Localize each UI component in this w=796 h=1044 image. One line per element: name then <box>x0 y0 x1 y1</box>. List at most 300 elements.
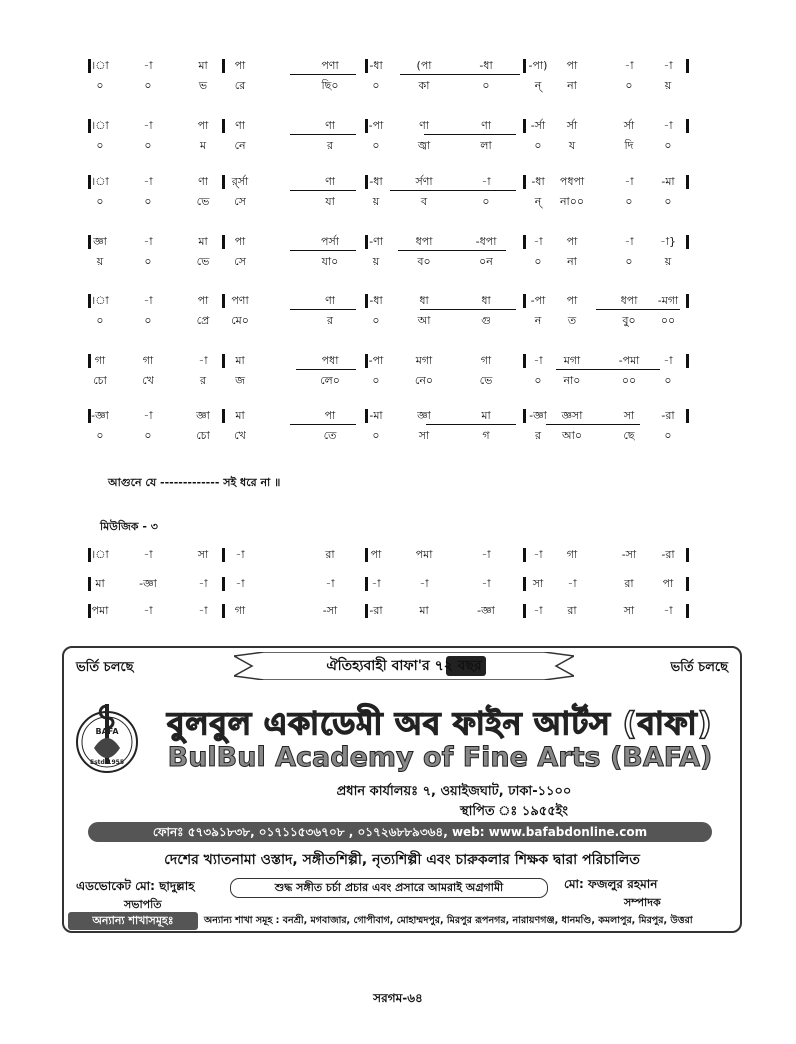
note-cell: ধা <box>481 294 491 307</box>
note-cell: -া <box>235 548 245 561</box>
notation-row <box>0 172 796 192</box>
meend-underline <box>546 424 640 425</box>
note-cell: -ধা <box>369 175 383 188</box>
lyric-cell: গু <box>481 314 491 327</box>
note-cell: পা <box>197 119 209 132</box>
lyric-cell: ০ <box>534 255 542 268</box>
note-cell: -া <box>481 175 491 188</box>
note-cell: ণা <box>481 119 491 132</box>
lyric-cell: সা <box>418 429 430 442</box>
lyric-cell: ০ <box>664 374 672 387</box>
academy-title-bangla: বুলবুল একাডেমী অব ফাইন আর্টস (বাফা) <box>167 706 713 742</box>
note-cell: -মা <box>661 175 675 188</box>
lyric-row <box>0 426 796 446</box>
barline <box>523 59 526 73</box>
lyric-cell: ভে <box>196 195 210 208</box>
meend-underline <box>556 369 660 370</box>
admission-open-right: ভর্তি চলছে <box>670 660 728 675</box>
interlude-title: মিউজিক - ৩ <box>100 520 158 533</box>
lyric-cell: ব০ <box>417 255 431 268</box>
note-cell: -া <box>533 548 543 561</box>
notation-row <box>0 291 796 311</box>
barline <box>686 119 689 133</box>
note-cell: পা <box>566 294 578 307</box>
academy-title-english: BulBul Academy of Fine Arts (BAFA) <box>167 742 713 773</box>
lyric-cell: আ০ <box>562 429 582 442</box>
lyric-cell: ভে <box>196 255 210 268</box>
barline <box>365 235 368 249</box>
lyric-cell: ছি০ <box>321 79 339 92</box>
lyric-cell: নে০ <box>414 374 434 387</box>
lyric-cell: ০ <box>625 255 633 268</box>
lyric-cell: ০ <box>372 314 380 327</box>
barline <box>88 175 91 189</box>
note-cell: -জ্ঞা <box>529 409 547 422</box>
meend-underline <box>290 309 356 310</box>
lyric-cell: খে <box>234 429 246 442</box>
barline <box>222 235 225 249</box>
lyric-cell: না <box>567 255 577 268</box>
lyric-cell: ০ <box>144 195 152 208</box>
notation-row <box>0 116 796 136</box>
note-cell: ণা <box>235 119 245 132</box>
barline <box>88 235 91 249</box>
barline <box>365 577 368 591</box>
lyric-cell: য় <box>664 255 672 268</box>
note-cell: -া <box>371 577 381 590</box>
lyric-cell: ০ <box>372 429 380 442</box>
barline <box>365 354 368 368</box>
barline <box>365 119 368 133</box>
barline <box>686 604 689 618</box>
note-cell: ।া <box>91 548 109 561</box>
head-office-address: প্রধান কার্যালয়ঃ ৭, ওয়াইজঘাট, ঢাকা-১১০০ <box>336 784 572 799</box>
lyric-cell: ০ <box>482 79 490 92</box>
note-cell: পর্সা <box>321 235 339 248</box>
lyric-cell: খে <box>142 374 154 387</box>
barline <box>88 409 91 423</box>
note-cell: সা <box>623 409 635 422</box>
lyric-cell: যা <box>325 195 335 208</box>
lyric-row <box>0 136 796 156</box>
barline <box>222 59 225 73</box>
lyric-cell: ০ <box>96 429 104 442</box>
lyric-cell: সে <box>234 195 246 208</box>
barline <box>222 409 225 423</box>
note-cell: -া <box>143 294 153 307</box>
lyric-cell: গ <box>482 429 490 442</box>
note-cell: -া <box>143 409 153 422</box>
barline <box>686 294 689 308</box>
lyric-cell: ন্ <box>534 195 542 208</box>
notation-row <box>0 406 796 426</box>
note-cell: মা <box>481 409 491 422</box>
note-cell: ণা <box>325 294 335 307</box>
barline <box>88 119 91 133</box>
note-cell: জ্ঞা <box>196 409 210 422</box>
note-cell: জ্ঞা <box>417 409 431 422</box>
lyric-cell: র <box>199 374 207 387</box>
barline <box>222 548 225 562</box>
lyric-cell: ০ <box>534 139 542 152</box>
interlude-row <box>0 574 796 594</box>
note-cell: পা <box>234 235 246 248</box>
lyric-cell: ০ <box>534 374 542 387</box>
barline <box>523 235 526 249</box>
notation-row <box>0 351 796 371</box>
note-cell: মগা <box>415 354 433 367</box>
note-cell: সা <box>532 577 544 590</box>
lyric-cell: য় <box>372 255 380 268</box>
lyric-cell: য় <box>372 195 380 208</box>
barline <box>365 409 368 423</box>
note-cell: -া <box>533 354 543 367</box>
lyric-cell: কা <box>418 79 430 92</box>
note-cell: -জ্ঞা <box>139 577 157 590</box>
president-name: এডভোকেট মো: ছাদুল্লাহ <box>76 879 195 893</box>
lyric-cell: ত <box>567 314 577 327</box>
meend-underline <box>426 424 516 425</box>
lyric-cell: র <box>326 314 334 327</box>
note-cell: -জ্ঞা <box>477 604 495 617</box>
barline <box>88 548 91 562</box>
president-role: সভাপতি <box>124 898 162 911</box>
note-cell: -রা <box>661 548 675 561</box>
lyric-cell: ০ <box>144 255 152 268</box>
lyric-cell: ০ <box>144 139 152 152</box>
note-cell: -া <box>624 59 634 72</box>
lyric-cell: র <box>534 429 542 442</box>
meend-underline <box>390 190 516 191</box>
note-cell: পণা <box>321 59 339 72</box>
lyric-cell: ০ <box>625 79 633 92</box>
barline <box>523 548 526 562</box>
note-cell: পা <box>234 59 246 72</box>
branches-label: অন্যান্য শাখাসমূহঃ <box>68 912 198 930</box>
note-cell: মগা <box>563 354 581 367</box>
note-cell: র্সণা <box>415 175 433 188</box>
note-cell: -া <box>143 175 153 188</box>
note-cell: পা <box>370 548 382 561</box>
lyric-cell: চো <box>196 429 210 442</box>
lyric-cell: ম <box>199 139 207 152</box>
note-cell: -া <box>567 577 577 590</box>
established-year: স্থাপিত ঃ ১৯৫৫ইং <box>459 804 568 819</box>
note-cell: সা <box>623 604 635 617</box>
note-cell: পা <box>566 59 578 72</box>
barline <box>365 59 368 73</box>
note-cell: গা <box>234 604 246 617</box>
note-cell: জ্ঞা <box>93 235 107 248</box>
lyric-cell: ভে <box>479 374 493 387</box>
note-cell: -া <box>198 577 208 590</box>
lyric-cell: মে০ <box>231 314 249 327</box>
page-number: সরগম-৬৪ <box>373 991 423 1005</box>
logo-text-top: BAFA <box>95 727 119 736</box>
note-cell: -া <box>143 59 153 72</box>
barline <box>523 409 526 423</box>
note-cell: -া <box>481 577 491 590</box>
note-cell: পা <box>566 235 578 248</box>
barline <box>686 409 689 423</box>
note-cell: ণা <box>325 175 335 188</box>
lyric-cell: না০০ <box>559 195 585 208</box>
lyric-row <box>0 311 796 331</box>
lyric-cell: জ <box>235 374 245 387</box>
lyric-cell: নে <box>234 139 246 152</box>
note-cell: -া <box>624 235 634 248</box>
note-cell: -পমা <box>618 354 640 367</box>
barline <box>523 294 526 308</box>
note-cell: ।া <box>91 119 109 132</box>
lyric-cell: রে <box>234 79 246 92</box>
note-cell: -ধা <box>369 294 383 307</box>
note-cell: ধপা <box>620 294 638 307</box>
note-cell: গা <box>142 354 154 367</box>
ribbon-text: ঐতিহ্যবাহী বাফা'র ৭২ বছর <box>326 658 482 674</box>
note-cell: মা <box>198 59 208 72</box>
lyric-cell: ০ <box>96 195 104 208</box>
lyric-cell: আ <box>417 314 431 327</box>
continuation-line: আগুনে যে ------------- সই ধরে না ॥ <box>108 476 281 489</box>
note-cell: -া <box>198 354 208 367</box>
barline <box>222 175 225 189</box>
barline <box>686 175 689 189</box>
note-cell: পমা <box>91 604 109 617</box>
meend-underline <box>290 190 356 191</box>
lyric-cell: ০ <box>144 429 152 442</box>
note-cell: ।া <box>91 59 109 72</box>
note-cell: -া <box>419 577 429 590</box>
note-cell: -া <box>663 354 673 367</box>
note-cell: পা <box>197 294 209 307</box>
note-cell: মা <box>198 235 208 248</box>
lyric-cell: বু০ <box>622 314 636 327</box>
note-cell: -া <box>143 235 153 248</box>
note-cell: -রা <box>661 409 675 422</box>
lyric-cell: ০ <box>664 429 672 442</box>
bafa-logo <box>74 698 140 778</box>
barline <box>365 604 368 618</box>
lyric-cell: লা <box>480 139 492 152</box>
barline <box>523 354 526 368</box>
barline <box>686 577 689 591</box>
lyric-cell: ০০ <box>660 314 676 327</box>
meend-underline <box>420 309 516 310</box>
lyric-cell: ০ <box>625 195 633 208</box>
note-cell: সা <box>197 548 209 561</box>
meend-underline <box>296 369 356 370</box>
barline <box>365 548 368 562</box>
meend-underline <box>290 74 356 75</box>
lyric-row <box>0 76 796 96</box>
meend-underline <box>290 134 356 135</box>
note-cell: -া <box>235 577 245 590</box>
barline <box>88 294 91 308</box>
meend-underline <box>596 309 680 310</box>
note-cell: -রা <box>369 604 383 617</box>
lyric-row <box>0 371 796 391</box>
barline <box>88 59 91 73</box>
lyric-cell: ০ <box>96 314 104 327</box>
note-cell: ।া <box>91 175 109 188</box>
note-cell: -ধা <box>369 59 383 72</box>
lyric-row <box>0 192 796 212</box>
note-cell: -া <box>143 604 153 617</box>
lyric-cell: য <box>568 139 576 152</box>
lyric-cell: না০ <box>563 374 581 387</box>
note-cell: -সা <box>621 548 637 561</box>
note-cell: -ধা <box>479 59 493 72</box>
meend-underline <box>424 134 516 135</box>
barline <box>88 604 91 618</box>
lyric-cell: ন <box>534 314 542 327</box>
advertisement-box <box>62 646 742 933</box>
note-cell: -র্সা <box>530 119 546 132</box>
note-cell: -া <box>143 119 153 132</box>
admission-open-left: ভর্তি চলছে <box>76 660 134 675</box>
note-cell: র্র্সা <box>231 175 249 188</box>
lyric-cell: য় <box>664 79 672 92</box>
note-cell: পণা <box>231 294 249 307</box>
note-cell: -পা <box>530 294 546 307</box>
lyric-cell: যা০ <box>321 255 339 268</box>
barline <box>222 294 225 308</box>
interlude-row <box>0 601 796 621</box>
note-cell: -পা <box>368 119 384 132</box>
note-cell: মা <box>95 577 105 590</box>
note-cell: -মগা <box>657 294 679 307</box>
note-cell: ধপা <box>415 235 433 248</box>
note-cell: -পা) <box>528 59 548 72</box>
note-cell: -ধপা <box>475 235 497 248</box>
lyric-cell: র <box>326 139 334 152</box>
barline <box>686 235 689 249</box>
lyric-cell: ০ <box>144 314 152 327</box>
meend-underline <box>290 424 356 425</box>
note-cell: পমা <box>415 548 433 561</box>
note-cell: মা <box>235 409 245 422</box>
note-cell: -সা <box>322 604 338 617</box>
lyric-cell: তে <box>323 429 337 442</box>
secretary-role: সম্পাদক <box>624 896 661 909</box>
note-cell: -া <box>325 577 335 590</box>
barline <box>686 354 689 368</box>
barline <box>365 175 368 189</box>
interlude-row <box>0 545 796 565</box>
lyric-cell: ০ <box>96 79 104 92</box>
barline <box>222 604 225 618</box>
barline <box>523 577 526 591</box>
notation-row <box>0 232 796 252</box>
note-cell: পা <box>324 409 336 422</box>
barline <box>88 354 91 368</box>
lyric-cell: ০০ <box>621 374 637 387</box>
note-cell: মা <box>235 354 245 367</box>
barline <box>523 175 526 189</box>
note-cell: -া} <box>659 235 677 248</box>
note-cell: গা <box>94 354 106 367</box>
academy-description: দেশের খ্যাতনামা ওস্তাদ, সঙ্গীতশিল্পী, নৃত্যশিল্পী এবং চারুকলার শিক্ষক দ্বারা পরিচালিত <box>164 852 640 868</box>
slogan-pill: শুদ্ধ সঙ্গীত চর্চা প্রচার এবং প্রসারে আমরাই অগ্রগামী <box>230 878 548 898</box>
lyric-cell: লে০ <box>320 374 340 387</box>
lyric-cell: য় <box>96 255 104 268</box>
lyric-cell: ছে <box>623 429 635 442</box>
lyric-cell: ব <box>420 195 428 208</box>
note-cell: রা <box>624 577 634 590</box>
note-cell: -ণা <box>369 235 383 248</box>
note-cell: -মা <box>369 409 383 422</box>
meend-underline <box>398 250 506 251</box>
note-cell: -া <box>663 604 673 617</box>
note-cell: -া <box>663 119 673 132</box>
barline <box>686 548 689 562</box>
note-cell: জ্ঞসা <box>561 409 583 422</box>
lyric-cell: চো <box>93 374 107 387</box>
note-cell: পধপা <box>559 175 585 188</box>
note-cell: রা <box>567 604 577 617</box>
note-cell: -া <box>143 548 153 561</box>
anniversary-ribbon <box>234 652 574 680</box>
lyric-cell: সে <box>234 255 246 268</box>
lyric-cell: ০ <box>664 139 672 152</box>
note-cell: পধা <box>321 354 339 367</box>
note-cell: ধা <box>419 294 429 307</box>
meend-underline <box>400 74 520 75</box>
note-cell: -ধা <box>531 175 545 188</box>
note-cell: -পা <box>368 354 384 367</box>
barline <box>686 59 689 73</box>
note-cell: রা <box>325 548 335 561</box>
contact-bar: ফোনঃ ৫৭৩৯১৮৩৮, ০১৭১১৫৩৬৭০৮ , ০১৭২৬৮৮৯৩৬৪, web: www.bafabdonline.com <box>88 822 712 842</box>
note-cell: পা <box>662 577 674 590</box>
note-cell: -া <box>198 604 208 617</box>
lyric-cell: ভ <box>198 79 208 92</box>
note-cell: -া <box>663 59 673 72</box>
logo-text-bottom: Estd-1955 <box>89 759 125 766</box>
lyric-cell: দি <box>624 139 634 152</box>
note-cell: র্সা <box>566 119 578 132</box>
barline <box>222 119 225 133</box>
lyric-cell: ০ <box>96 139 104 152</box>
note-cell: র্সা <box>623 119 635 132</box>
note-cell: ণা <box>198 175 208 188</box>
barline <box>523 119 526 133</box>
barline <box>88 577 91 591</box>
notation-row <box>0 56 796 76</box>
note-cell: -া <box>533 604 543 617</box>
branches-list: অন্যান্য শাখা সমূহ : বনশ্রী, মগবাজার, গোপীবাগ, মোহাম্মদপুর, মিরপুর রূপনগর, নারায়ণগঞ্জ, ধানমণ্ডি, কমলাপুর, মিরপুর, উত্তরা <box>204 915 693 926</box>
note-cell: -া <box>624 175 634 188</box>
note-cell: -া <box>533 235 543 248</box>
meend-underline <box>290 250 356 251</box>
lyric-row <box>0 252 796 272</box>
lyric-cell: ০ <box>482 195 490 208</box>
note-cell: ণা <box>325 119 335 132</box>
note-cell: গা <box>480 354 492 367</box>
barline <box>365 294 368 308</box>
lyric-cell: ০ <box>372 374 380 387</box>
lyric-cell: জ্বা <box>417 139 431 152</box>
note-cell: -া <box>481 548 491 561</box>
lyric-cell: ০ <box>372 79 380 92</box>
note-cell: ণা <box>419 119 429 132</box>
barline <box>222 354 225 368</box>
barline <box>222 577 225 591</box>
lyric-cell: ০ <box>144 79 152 92</box>
lyric-cell: ০ <box>372 139 380 152</box>
barline <box>523 604 526 618</box>
